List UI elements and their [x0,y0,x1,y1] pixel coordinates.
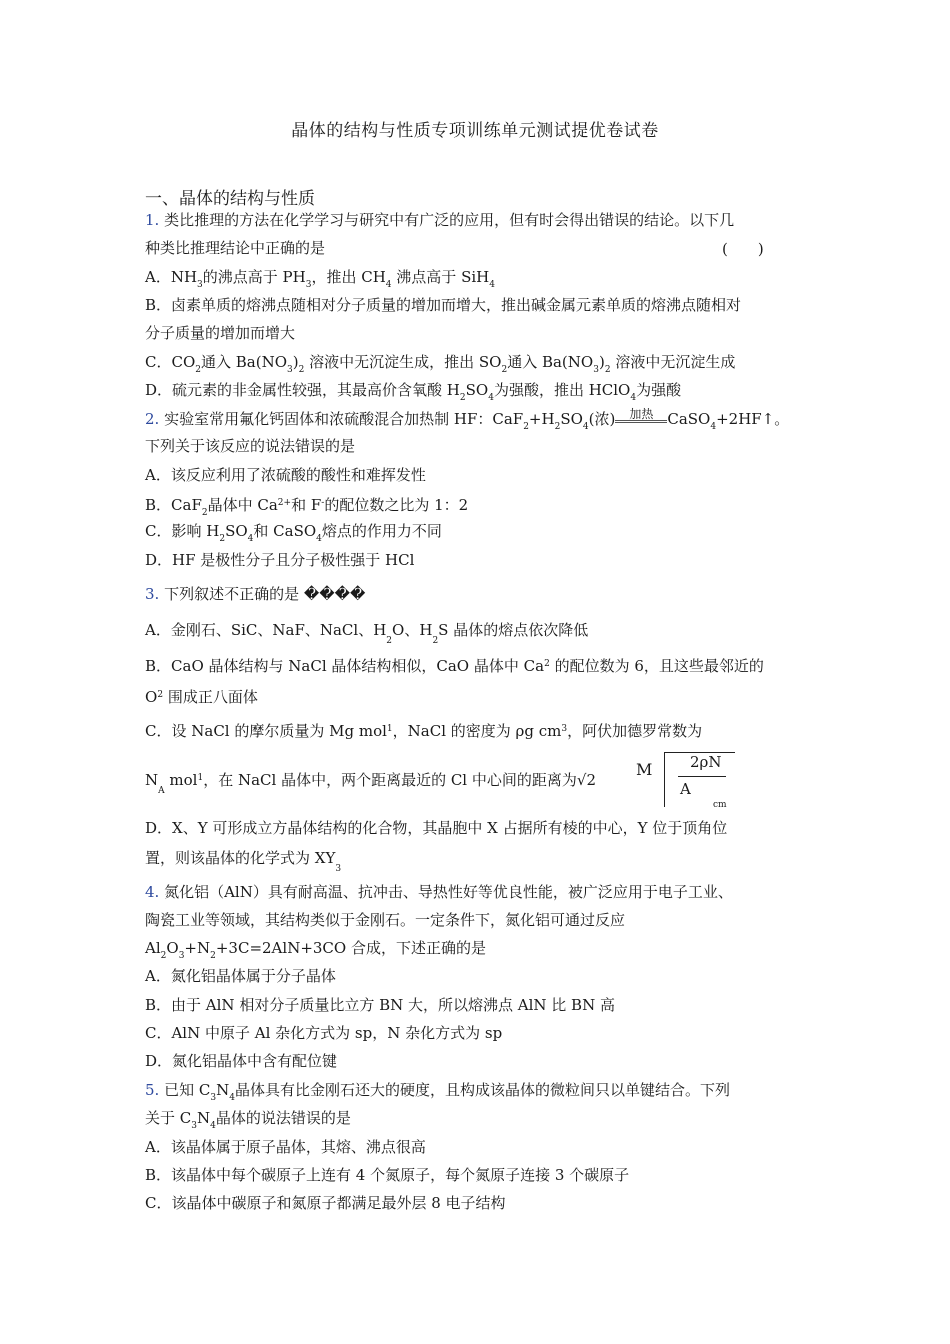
fraction-bar [678,776,726,777]
q4-stem-line2: 陶瓷工业等领域，其结构类似于金刚石。一定条件下，氮化铝可通过反应 [145,911,626,929]
q3-stem: 3. 下列叙述不正确的是 ���� [145,585,366,603]
sqrt2-formula: M [636,760,653,779]
q3-option-d-line1: D．X、Y 可形成立方晶体结构的化合物，其晶胞中 X 占据所有棱的中心，Y 位于顶角位 [145,819,728,837]
q2-stem-line1: 2. 实验室常用氟化钙固体和浓硫酸混合加热制 HF：$CaF_2+H_2SO_4$(浓) 加热 CaSO$_4$+2HF↑。 [145,407,790,432]
q5-stem-line1: 5. 已知 $C_3N_4$晶体具有比金刚石还大的硬度，且构成该晶体的微粒间只以单键结合。下列 [145,1081,730,1103]
q4-option-d: D．氮化铝晶体中含有配位键 [145,1052,338,1070]
fraction-denominator-sub: cm [713,800,727,810]
q4-option-c: C．AlN 中原子 Al 杂化方式为 sp，N 杂化方式为 sp [145,1024,503,1042]
section-heading: 一、晶体的结构与性质 [145,189,315,209]
document-title: 晶体的结构与性质专项训练单元测试提优卷试卷 [291,121,659,141]
q3-number: 3. [145,585,160,603]
q1-stem-line2: 种类比推理结论中正确的是 [145,239,326,257]
q1-number: 1. [145,211,160,229]
q3-option-d-line2: 置，则该晶体的化学式为 $XY_3$ [145,849,342,874]
q1-option-b-line1: B．卤素单质的熔沸点随相对分子质量的增加而增大，推出碱金属元素单质的熔沸点随相对 [145,296,742,314]
q5-option-b: B．该晶体中每个碳原子上连有 4 个氮原子，每个氮原子连接 3 个碳原子 [145,1166,630,1184]
fraction-numerator: 2ρN [690,753,722,771]
q3-option-a: A．金刚石、SiC、NaF、NaCl、$H_2O$、$H_2S$ 晶体的熔点依次降低 [145,621,589,646]
q5-option-a: A．该晶体属于原子晶体，其熔、沸点很高 [145,1138,426,1156]
q1-answer-paren: ( ) [722,240,764,258]
q2-option-b: B．CaF$_2$晶体中 $Ca^{2+}$和 F-的配位数之比为 1：2 [145,496,469,518]
q4-stem-line3: $Al_2O_3+N_2+3C=2AlN+3CO$ 合成，下述正确的是 [145,939,486,961]
reaction-arrow-heating: 加热 [615,408,667,423]
q2-option-d: D．HF 是极性分子且分子极性强于 HCl [145,551,415,569]
q2-option-a: A．该反应利用了浓硫酸的酸性和难挥发性 [145,466,426,484]
q1-option-d: D．硫元素的非金属性较强，其最高价含氧酸 $H_2SO_4$为强酸，推出 HClO$_4$为强酸 [145,381,682,403]
q2-number: 2. [145,410,160,428]
q5-option-c: C．该晶体中碳原子和氮原子都满足最外层 8 电子结构 [145,1194,506,1212]
q4-stem-line1: 4. 氮化铝（AlN）具有耐高温、抗冲击、导热性好等优良性能，被广泛应用于电子工业、 [145,883,733,901]
q3-option-c-line1: C．设 NaCl 的摩尔质量为 Mg mol$^1$，NaCl 的密度为 ρg $cm^3$，阿伏加德罗常数为 [145,722,703,740]
q1-option-a: A．$NH_3$的沸点高于 $PH_3$，推出 $CH_4$ 沸点高于 SiH$_4$ [145,268,495,290]
q1-option-c: C．$CO_2$通入 $Ba(NO_3)_2$ 溶液中无沉淀生成，推出 $SO_2$通入 $Ba(NO_3)_2$ 溶液中无沉淀生成 [145,353,736,375]
q5-number: 5. [145,1081,160,1099]
q5-stem-line2: 关于 $C_3N_4$晶体的说法错误的是 [145,1109,351,1131]
q4-number: 4. [145,883,160,901]
q4-option-b: B．由于 AlN 相对分子质量比立方 BN 大，所以熔沸点 AlN 比 BN 高 [145,996,615,1014]
q3-option-c-line2: $N_A$ mol$^1$，在 NaCl 晶体中，两个距离最近的 Cl 中心间的距离为√2 [145,771,597,796]
q3-option-b-line2: $O^2$ 围成正八面体 [145,688,258,706]
q2-stem-line2: 下列关于该反应的说法错误的是 [145,437,356,455]
q1-option-b-line2: 分子质量的增加而增大 [145,324,296,342]
q4-option-a: A．氮化铝晶体属于分子晶体 [145,967,336,985]
fraction-denominator: A [680,780,691,798]
q2-option-c: C．影响 $H_2SO_4$和 CaSO$_4$熔点的作用力不同 [145,522,442,544]
q3-option-b-line1: B．CaO 晶体结构与 NaCl 晶体结构相似，CaO 晶体中 Ca$^2$ 的配位数为 6，且这些最邻近的 [145,657,764,675]
q1-stem-line1: 1. 类比推理的方法在化学学习与研究中有广泛的应用，但有时会得出错误的结论。以下几 [145,211,735,229]
